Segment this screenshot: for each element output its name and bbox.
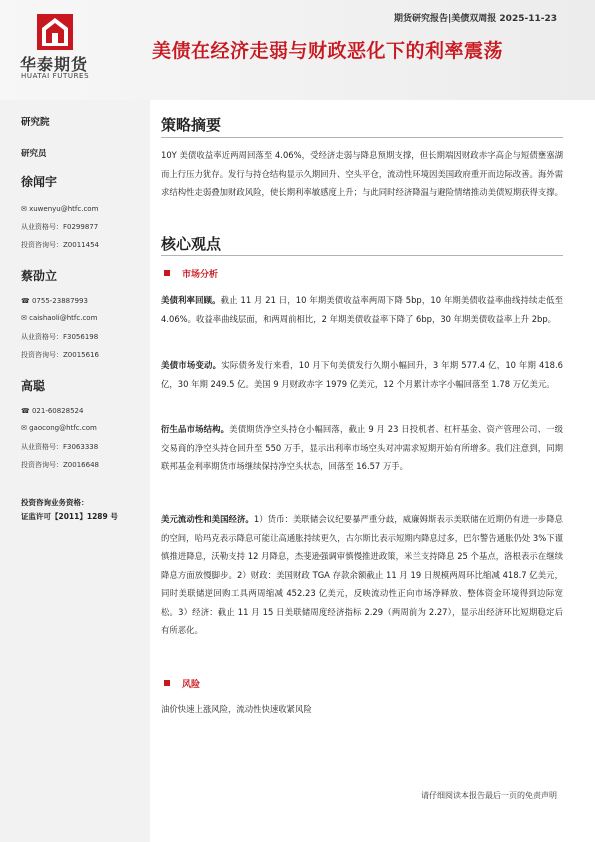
phone-icon: ☎ bbox=[21, 407, 32, 415]
core-rule bbox=[161, 255, 563, 256]
disclaimer-note: 请仔细阅读本报告最后一页的免责声明 bbox=[421, 791, 557, 800]
phone-icon: ☎ bbox=[21, 297, 32, 305]
summary-heading: 策略摘要 bbox=[161, 116, 222, 134]
mail-icon: ✉ bbox=[21, 314, 30, 322]
analyst-license: 从业资格号：F3056198 bbox=[21, 333, 99, 341]
analyst-license: 从业资格号：F0299877 bbox=[21, 223, 99, 231]
core-heading: 核心观点 bbox=[161, 235, 222, 253]
analyst-name: 徐闻宇 bbox=[21, 175, 58, 189]
mail-icon: ✉ bbox=[21, 424, 30, 432]
analyst-email[interactable]: ✉ caishaoli@htfc.com bbox=[21, 314, 98, 322]
market-change-paragraph: 美债市场变动。实际债务发行来看，10 月下旬美债发行久期小幅回升，3 年期 577.4 亿，10 年期 418.6 亿，30 年期 249.5 亿。美国 9 月财政赤字 1979 亿美元，12 个月累计赤字小幅回落至 1.78 万亿美元。 bbox=[161, 360, 563, 389]
report-header bbox=[0, 0, 595, 100]
qualification-license: 证监许可【2011】1289 号 bbox=[21, 512, 118, 521]
market-analysis-subheading: 市场分析 bbox=[164, 267, 218, 280]
analyst-license: 从业资格号：F3063338 bbox=[21, 443, 99, 451]
analyst-name: 蔡劭立 bbox=[21, 269, 58, 283]
researcher-label: 研究员 bbox=[21, 149, 47, 159]
logo-chinese-name: 华泰期货 bbox=[20, 55, 89, 74]
bullet-square-icon bbox=[164, 270, 170, 276]
summary-paragraph: 10Y 美债收益率近两周回落至 4.06%，受经济走弱与降息预期支撑，但长期端因财政赤字高企与短债壅塞湖而上行压力犹存。发行与持仓结构显示久期回升、空头平仓，流动性环境因美国政府重开而边际改善。海外需求结构性走弱叠加财政风险，使长期利率敏感度上升；与此同时经济降温与避险情绪推动美债短期获得支撑。 bbox=[161, 150, 563, 197]
mail-icon: ✉ bbox=[21, 205, 30, 213]
analyst-name: 高聪 bbox=[21, 379, 46, 393]
analyst-sidebar bbox=[0, 100, 150, 842]
institute-label: 研究院 bbox=[21, 117, 50, 128]
liquidity-economy-paragraph: 美元流动性和美国经济。1）货币：美联储会议纪要暴严重分歧，威廉姆斯表示美联储在近期仍有进一步降息的空间，哈玛克表示降息可能让高通胀持续更久，古尔斯比表示短期内降息过多，巴尔警告通胀仍处 3%下谨慎推进降息，沃勒支持 12 月降息，杰斐逊强调审慎慢推进政策，米兰支持降息 25 个基点，洛根表示在继续降息方面放慢脚步。2）财政：美国财政 TGA 存款余额截止 11 月 19 日规模两周环比缩减 418.7 亿美元，同时美联储逆回购工具两周缩减 452.23 亿美元，反映流动性正向市场净释放、整体资金环境得到边际宽松。3）经济：截止 11 月 15 日美联储周度经济指标 2.29（两周前为 2.27），显示出经济环比短期稳定后有所恶化。 bbox=[161, 514, 564, 635]
rate-review-paragraph: 美债利率回顾。截止 11 月 21 日，10 年期美债收益率两周下降 5bp，10 年期美债收益率曲线持续走低至 4.06%。收益率曲线层面，和两周前相比，2 年期美债收益率下降了 6bp，30 年期美债收益率上升 2bp。 bbox=[161, 295, 563, 324]
qualification-label: 投资咨询业务资格： bbox=[21, 498, 89, 507]
analyst-invest-license: 投资咨询号：Z0015616 bbox=[21, 351, 99, 359]
analyst-invest-license: 投资咨询号：Z0011454 bbox=[21, 241, 99, 249]
logo-english-name: HUATAI FUTURES bbox=[21, 72, 90, 80]
risk-subheading: 风险 bbox=[164, 677, 200, 690]
huatai-logo-icon bbox=[37, 14, 73, 50]
analyst-phone: ☎ 021-60828524 bbox=[21, 407, 84, 415]
summary-rule bbox=[161, 137, 563, 138]
analyst-email[interactable]: ✉ gaocong@htfc.com bbox=[21, 424, 97, 432]
bullet-square-icon bbox=[164, 680, 170, 686]
analyst-invest-license: 投资咨询号：Z0016648 bbox=[21, 461, 99, 469]
risk-paragraph: 油价快速上涨风险，流动性快速收紧风险 bbox=[161, 704, 312, 714]
analyst-phone: ☎ 0755-23887993 bbox=[21, 297, 88, 305]
report-meta: 期货研究报告|美债双周报 2025-11-23 bbox=[394, 14, 557, 24]
derivatives-paragraph: 衍生品市场结构。美债期货净空头持仓小幅回落，截止 9 月 23 日投机者、杠杆基金、资产管理公司、一级交易商的净空头持仓回升至 550 万手，显示出利率市场空头对冲需求短期开始有所增多。我们注意到，同期联邦基金利率期货市场继续保持净空头状态，回落至 16.57 万手。 bbox=[161, 424, 563, 471]
analyst-email[interactable]: ✉ xuwenyu@htfc.com bbox=[21, 205, 99, 213]
report-title: 美债在经济走弱与财政恶化下的利率震荡 bbox=[152, 40, 504, 62]
